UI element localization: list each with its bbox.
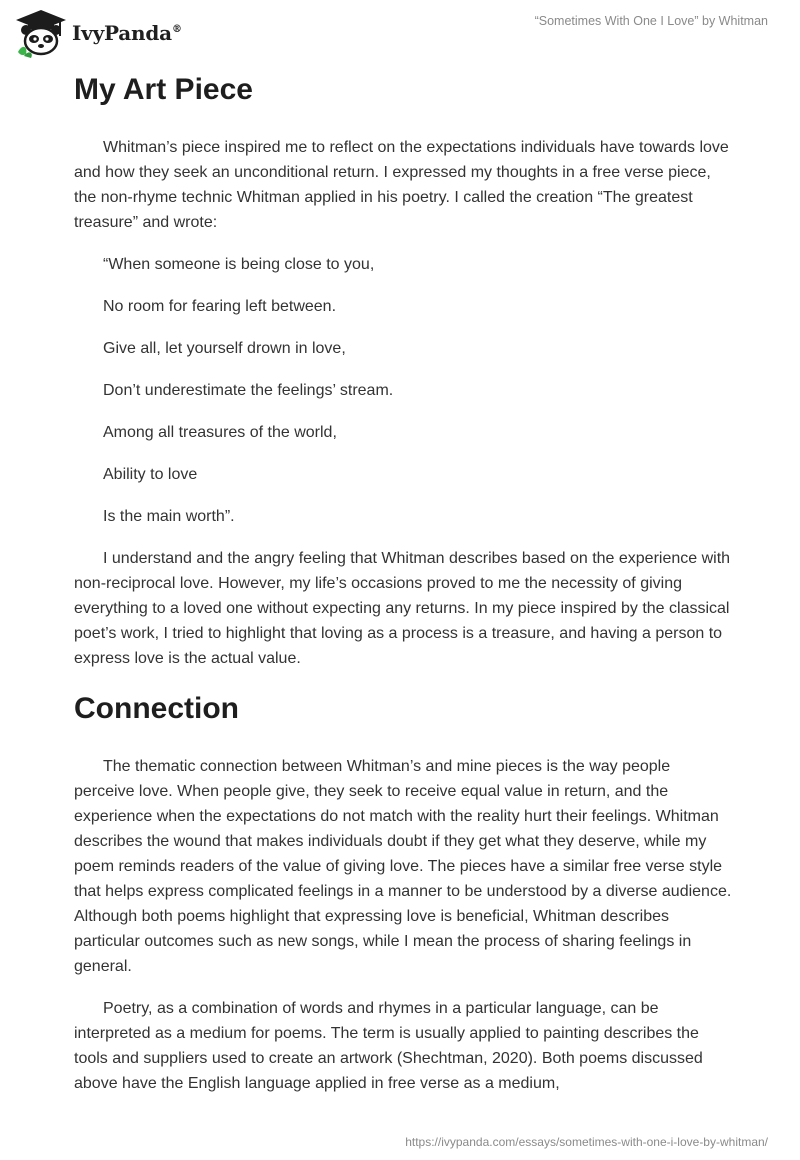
- poem-line: Don’t underestimate the feelings’ stream.: [103, 382, 394, 399]
- poem-line: No room for fearing left between.: [103, 298, 337, 315]
- source-url[interactable]: https://ivypanda.com/essays/sometimes-with-one-i-love-by-whitman/: [405, 1135, 768, 1149]
- poem-line: Give all, let yourself drown in love,: [103, 340, 346, 357]
- connection-paragraph: The thematic connection between Whitman’s and mine pieces is the way people perceive love. When people give, they seek to receive equal value in return, and the experience when the expectations do not match with the reality hurt their feelings. Whitman describes the wound that makes individuals doubt if they get what they deserve, while my poem reminds readers of the value of giving love. The pieces have a similar free verse style that helps express complicated feelings in a manner to be understood by a diverse audience. Although both poems highlight that expressing love is beneficial, Whitman describes particular outcomes such as new songs, while I mean the process of sharing feelings in general.: [74, 758, 732, 975]
- brand-name: IvyPanda®: [72, 21, 182, 45]
- poem: [74, 252, 734, 529]
- poem-line: Among all treasures of the world,: [103, 424, 337, 441]
- panda-graduation-cap-icon: [14, 8, 68, 58]
- poem-line: Is the main worth”.: [103, 508, 235, 525]
- section-heading-art-piece: My Art Piece: [74, 73, 253, 106]
- art-closing-paragraph: I understand and the angry feeling that Whitman describes based on the experience with non-reciprocal love. However, my life’s occasions proved to me the necessity of giving everything to a loved one without expecting any returns. In my piece inspired by the classical poet’s work, I tried to highlight that loving as a process is a treasure, and having a person to express love is the actual value.: [74, 550, 731, 667]
- poem-line: “When someone is being close to you,: [103, 256, 375, 273]
- art-intro-paragraph: Whitman’s piece inspired me to reflect on the expectations individuals have towards love and how they seek an unconditional return. I expressed my thoughts in a free verse piece, the non-rhyme technic Whitman applied in his poetry. I called the creation “The greatest treasure” and wrote:: [74, 139, 729, 231]
- ivypanda-logo[interactable]: [14, 8, 182, 58]
- page-header: [0, 0, 800, 64]
- section-heading-connection: Connection: [74, 692, 239, 725]
- essay-body: [74, 70, 734, 1096]
- connection-paragraph: Poetry, as a combination of words and rhymes in a particular language, can be interpreted as a medium for poems. The term is usually applied to painting describes the tools and suppliers used to create an artwork (Shechtman, 2020). Both poems discussed above have the English language applied in free verse as a medium,: [74, 1000, 703, 1092]
- poem-line: Ability to love: [103, 466, 198, 483]
- running-title: “Sometimes With One I Love” by Whitman: [534, 14, 768, 28]
